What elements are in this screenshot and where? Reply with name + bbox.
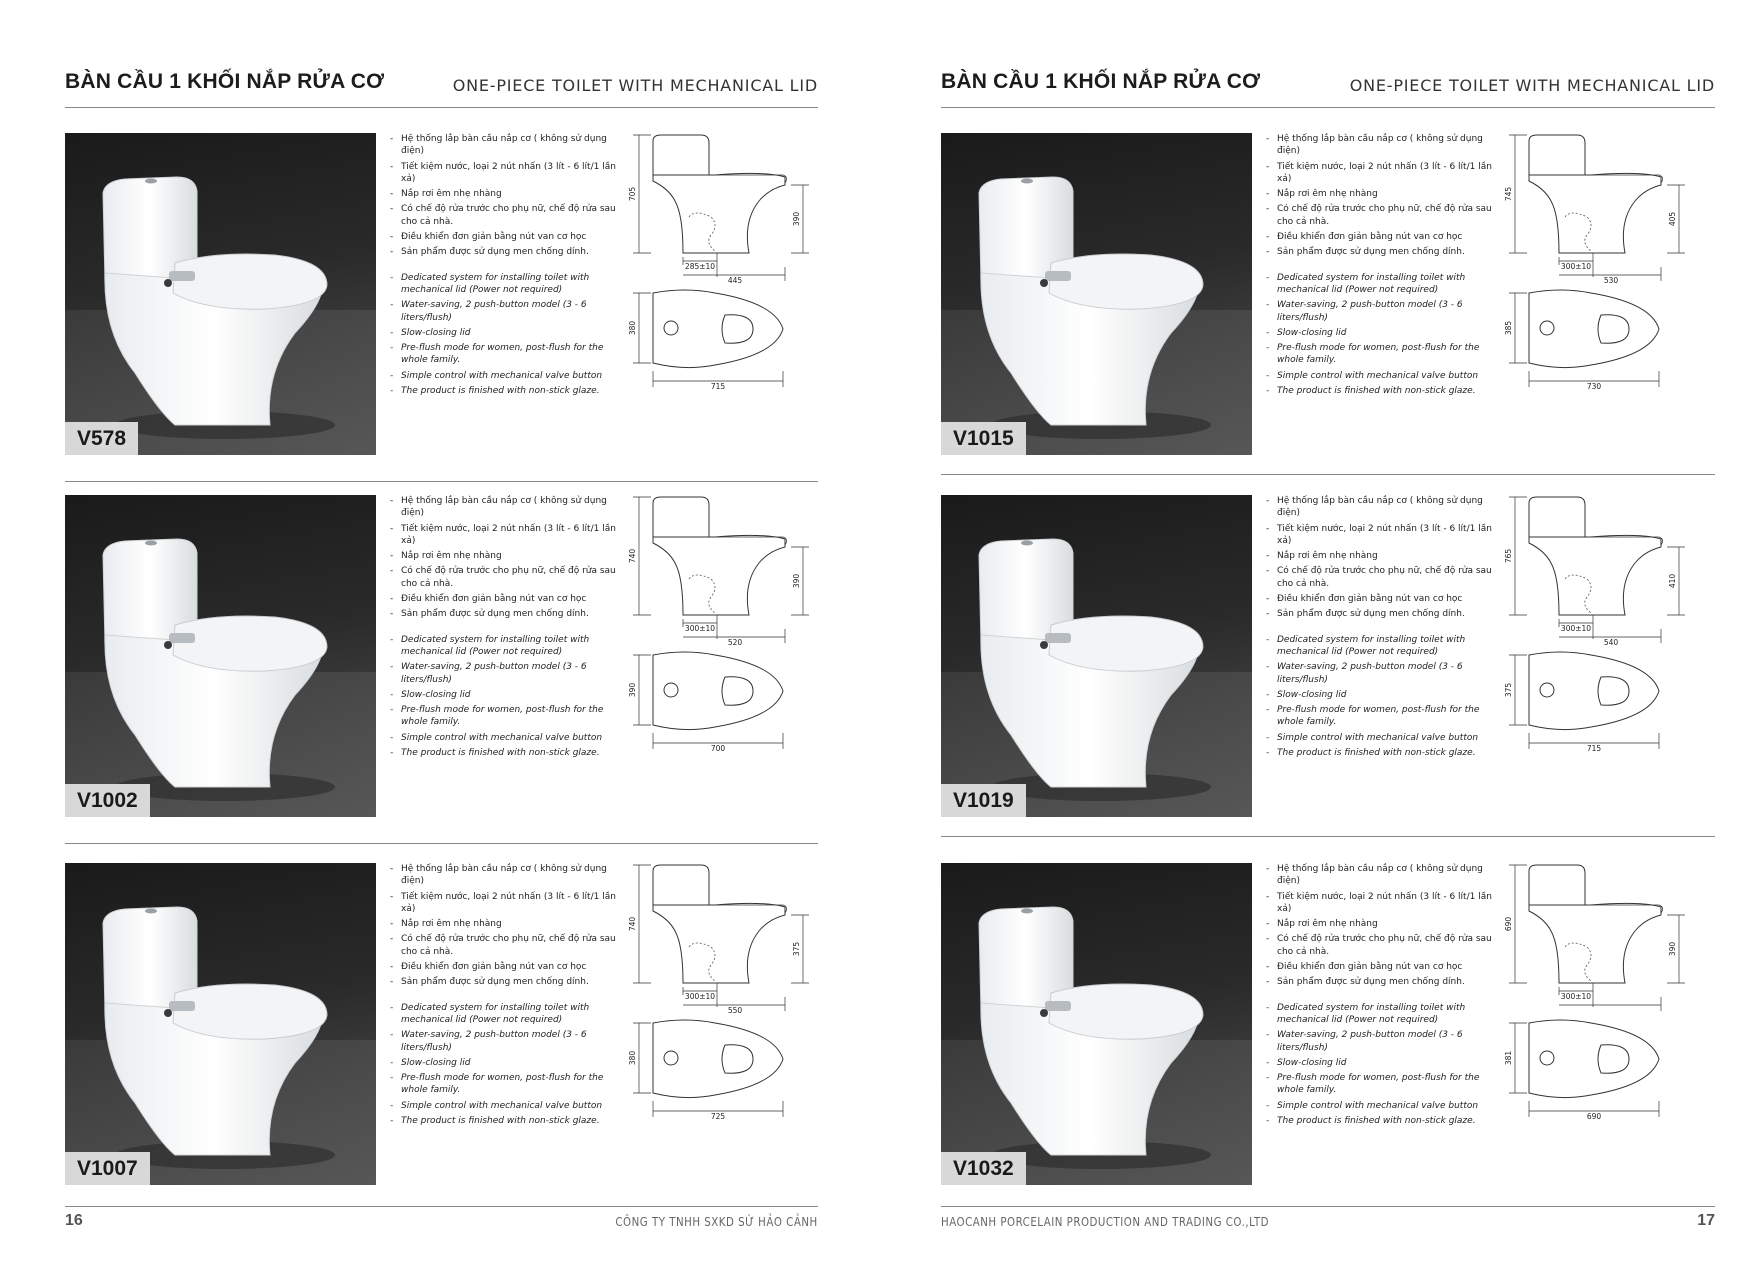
page-title-vn: BÀN CẦU 1 KHỐI NẮP RỬA CƠ — [65, 70, 385, 93]
feature-item-en: - Pre-flush mode for women, post-flush for the whole family. — [390, 1072, 618, 1097]
dimension-length: 730 — [1586, 382, 1602, 391]
feature-item-en: - Water-saving, 2 push-button model (3 - 6 liters/flush) — [390, 299, 618, 324]
feature-item-en: - Simple control with mechanical valve button — [1266, 370, 1494, 382]
company-name-en: HAOCANH PORCELAIN PRODUCTION AND TRADING CO.,LTD — [941, 1214, 1269, 1229]
page-title-en: ONE-PIECE TOILET WITH MECHANICAL LID — [452, 76, 818, 95]
dimension-width: 390 — [628, 682, 637, 698]
dimension-length: 700 — [710, 744, 726, 753]
product-features — [390, 495, 618, 762]
feature-item-vn: - Hệ thống lắp bàn cầu nắp cơ ( không sử dụng điện) — [1266, 495, 1494, 520]
catalog-page-right — [875, 0, 1750, 1268]
feature-item-vn: - Hệ thống lắp bàn cầu nắp cơ ( không sử dụng điện) — [390, 863, 618, 888]
feature-item-en: - Simple control with mechanical valve button — [1266, 1100, 1494, 1112]
product-photo — [65, 133, 376, 455]
product-photo — [941, 863, 1252, 1185]
feature-item-vn: - Tiết kiệm nước, loại 2 nút nhấn (3 lít - 6 lít/1 lần xả) — [390, 523, 618, 548]
company-name-vn: CÔNG TY TNHH SXKD SỨ HẢO CẢNH — [615, 1214, 818, 1229]
page-number: 16 — [65, 1212, 83, 1229]
features-list-vn — [390, 133, 618, 259]
features-list-en — [1266, 272, 1494, 398]
features-list-en — [390, 634, 618, 760]
dimension-depth: 445 — [727, 276, 743, 285]
product-features — [390, 133, 618, 400]
features-list-vn — [1266, 495, 1494, 621]
product-features — [390, 863, 618, 1130]
product-code-label: V1019 — [941, 784, 1026, 817]
feature-item-en: - Slow-closing lid — [390, 327, 618, 339]
feature-item-vn: - Sản phẩm được sử dụng men chống dính. — [390, 976, 618, 988]
feature-item-en: - Slow-closing lid — [390, 689, 618, 701]
dimension-rough-in: 300±10 — [1560, 992, 1592, 1001]
feature-item-vn: - Điều khiển đơn giản bằng nút van cơ học — [390, 961, 618, 973]
dimension-height: 740 — [628, 548, 637, 564]
feature-item-vn: - Có chế độ rửa trước cho phụ nữ, chế độ rửa sau cho cả nhà. — [1266, 933, 1494, 958]
technical-drawing — [1501, 861, 1691, 1131]
feature-item-vn: - Tiết kiệm nước, loại 2 nút nhấn (3 lít - 6 lít/1 lần xả) — [1266, 161, 1494, 186]
feature-item-vn: - Sản phẩm được sử dụng men chống dính. — [1266, 976, 1494, 988]
feature-item-en: - Water-saving, 2 push-button model (3 - 6 liters/flush) — [390, 1029, 618, 1054]
feature-item-vn: - Tiết kiệm nước, loại 2 nút nhấn (3 lít - 6 lít/1 lần xả) — [1266, 891, 1494, 916]
feature-item-en: - Pre-flush mode for women, post-flush for the whole family. — [1266, 704, 1494, 729]
toilet-illustration — [941, 495, 1252, 817]
features-list-en — [1266, 1002, 1494, 1128]
dimension-height: 745 — [1504, 186, 1513, 202]
technical-drawing — [1501, 493, 1691, 763]
toilet-illustration — [65, 495, 376, 817]
feature-item-en: - The product is finished with non-stick glaze. — [390, 385, 618, 397]
feature-item-vn: - Hệ thống lắp bàn cầu nắp cơ ( không sử dụng điện) — [390, 133, 618, 158]
feature-item-vn: - Tiết kiệm nước, loại 2 nút nhấn (3 lít - 6 lít/1 lần xả) — [1266, 523, 1494, 548]
dimension-seat-height: 375 — [792, 941, 801, 957]
feature-item-en: - Pre-flush mode for women, post-flush for the whole family. — [390, 342, 618, 367]
product-features — [1266, 863, 1494, 1130]
dimension-length: 715 — [1586, 744, 1602, 753]
page-number: 17 — [1697, 1212, 1715, 1229]
footer-divider — [65, 1206, 818, 1207]
feature-item-vn: - Hệ thống lắp bàn cầu nắp cơ ( không sử dụng điện) — [390, 495, 618, 520]
product-features — [1266, 495, 1494, 762]
feature-item-vn: - Nắp rơi êm nhẹ nhàng — [1266, 918, 1494, 930]
toilet-illustration — [941, 133, 1252, 455]
feature-item-en: - The product is finished with non-stick glaze. — [390, 1115, 618, 1127]
feature-item-vn: - Sản phẩm được sử dụng men chống dính. — [1266, 246, 1494, 258]
feature-item-vn: - Điều khiển đơn giản bằng nút van cơ học — [1266, 593, 1494, 605]
product-photo — [65, 863, 376, 1185]
feature-item-en: - Slow-closing lid — [1266, 689, 1494, 701]
dimension-depth: 530 — [1603, 276, 1619, 285]
feature-item-en: - The product is finished with non-stick glaze. — [1266, 385, 1494, 397]
features-list-en — [390, 1002, 618, 1128]
toilet-illustration — [65, 133, 376, 455]
feature-item-vn: - Điều khiển đơn giản bằng nút van cơ học — [1266, 231, 1494, 243]
technical-drawing — [625, 131, 815, 401]
feature-item-en: - Water-saving, 2 push-button model (3 - 6 liters/flush) — [1266, 1029, 1494, 1054]
product-code-label: V1002 — [65, 784, 150, 817]
dimension-rough-in: 300±10 — [684, 624, 716, 633]
header-divider — [941, 107, 1715, 108]
feature-item-vn: - Nắp rơi êm nhẹ nhàng — [390, 188, 618, 200]
feature-item-en: - Dedicated system for installing toilet with mechanical lid (Power not required) — [390, 1002, 618, 1027]
dimension-height: 740 — [628, 916, 637, 932]
features-list-vn — [390, 495, 618, 621]
dimension-length: 690 — [1586, 1112, 1602, 1121]
feature-item-vn: - Điều khiển đơn giản bằng nút van cơ học — [1266, 961, 1494, 973]
feature-item-en: - The product is finished with non-stick glaze. — [390, 747, 618, 759]
features-list-vn — [1266, 863, 1494, 989]
header-divider — [65, 107, 818, 108]
technical-drawing — [1501, 131, 1691, 401]
section-divider — [65, 843, 818, 844]
page-title-en: ONE-PIECE TOILET WITH MECHANICAL LID — [1349, 76, 1715, 95]
feature-item-en: - Water-saving, 2 push-button model (3 - 6 liters/flush) — [390, 661, 618, 686]
dimension-seat-height: 390 — [792, 573, 801, 589]
feature-item-vn: - Sản phẩm được sử dụng men chống dính. — [1266, 608, 1494, 620]
feature-item-en: - Slow-closing lid — [1266, 327, 1494, 339]
feature-item-vn: - Có chế độ rửa trước cho phụ nữ, chế độ rửa sau cho cả nhà. — [390, 933, 618, 958]
section-divider — [65, 481, 818, 482]
feature-item-en: - Water-saving, 2 push-button model (3 - 6 liters/flush) — [1266, 661, 1494, 686]
dimension-width: 375 — [1504, 682, 1513, 698]
feature-item-en: - Pre-flush mode for women, post-flush for the whole family. — [390, 704, 618, 729]
dimension-depth: 520 — [727, 638, 743, 647]
dimension-rough-in: 300±10 — [1560, 624, 1592, 633]
dimension-seat-height: 405 — [1668, 211, 1677, 227]
dimension-seat-height: 390 — [1668, 941, 1677, 957]
dimension-width: 381 — [1504, 1050, 1513, 1066]
dimension-rough-in: 300±10 — [1560, 262, 1592, 271]
product-photo — [65, 495, 376, 817]
features-list-vn — [1266, 133, 1494, 259]
footer-divider — [941, 1206, 1715, 1207]
dimension-seat-height: 410 — [1668, 573, 1677, 589]
feature-item-vn: - Nắp rơi êm nhẹ nhàng — [390, 918, 618, 930]
feature-item-vn: - Nắp rơi êm nhẹ nhàng — [390, 550, 618, 562]
feature-item-vn: - Sản phẩm được sử dụng men chống dính. — [390, 246, 618, 258]
product-code-label: V1007 — [65, 1152, 150, 1185]
feature-item-vn: - Có chế độ rửa trước cho phụ nữ, chế độ rửa sau cho cả nhà. — [390, 565, 618, 590]
dimension-depth: 550 — [727, 1006, 743, 1015]
dimension-height: 765 — [1504, 548, 1513, 564]
feature-item-en: - Simple control with mechanical valve button — [390, 732, 618, 744]
technical-drawing — [625, 493, 815, 763]
feature-item-vn: - Hệ thống lắp bàn cầu nắp cơ ( không sử dụng điện) — [1266, 863, 1494, 888]
feature-item-en: - Pre-flush mode for women, post-flush for the whole family. — [1266, 1072, 1494, 1097]
feature-item-en: - Slow-closing lid — [1266, 1057, 1494, 1069]
dimension-length: 725 — [710, 1112, 726, 1121]
dimension-length: 715 — [710, 382, 726, 391]
toilet-illustration — [65, 863, 376, 1185]
dimension-rough-in: 300±10 — [684, 992, 716, 1001]
product-code-label: V578 — [65, 422, 138, 455]
feature-item-vn: - Tiết kiệm nước, loại 2 nút nhấn (3 lít - 6 lít/1 lần xả) — [390, 891, 618, 916]
dimension-height: 705 — [628, 186, 637, 202]
dimension-width: 380 — [628, 1050, 637, 1066]
product-features — [1266, 133, 1494, 400]
feature-item-en: - Dedicated system for installing toilet with mechanical lid (Power not required) — [390, 272, 618, 297]
feature-item-vn: - Điều khiển đơn giản bằng nút van cơ học — [390, 231, 618, 243]
feature-item-vn: - Tiết kiệm nước, loại 2 nút nhấn (3 lít - 6 lít/1 lần xả) — [390, 161, 618, 186]
dimension-seat-height: 390 — [792, 211, 801, 227]
feature-item-en: - Simple control with mechanical valve button — [1266, 732, 1494, 744]
product-photo — [941, 133, 1252, 455]
feature-item-en: - Simple control with mechanical valve button — [390, 370, 618, 382]
feature-item-en: - Dedicated system for installing toilet with mechanical lid (Power not required) — [1266, 1002, 1494, 1027]
feature-item-en: - Slow-closing lid — [390, 1057, 618, 1069]
feature-item-en: - Dedicated system for installing toilet with mechanical lid (Power not required) — [1266, 272, 1494, 297]
feature-item-vn: - Nắp rơi êm nhẹ nhàng — [1266, 188, 1494, 200]
feature-item-vn: - Điều khiển đơn giản bằng nút van cơ học — [390, 593, 618, 605]
features-list-en — [1266, 634, 1494, 760]
feature-item-en: - Water-saving, 2 push-button model (3 - 6 liters/flush) — [1266, 299, 1494, 324]
dimension-depth: 540 — [1603, 638, 1619, 647]
feature-item-en: - Dedicated system for installing toilet with mechanical lid (Power not required) — [390, 634, 618, 659]
product-code-label: V1032 — [941, 1152, 1026, 1185]
feature-item-en: - The product is finished with non-stick glaze. — [1266, 747, 1494, 759]
dimension-width: 380 — [628, 320, 637, 336]
product-photo — [941, 495, 1252, 817]
technical-drawing — [625, 861, 815, 1131]
feature-item-vn: - Có chế độ rửa trước cho phụ nữ, chế độ rửa sau cho cả nhà. — [390, 203, 618, 228]
section-divider — [941, 836, 1715, 837]
feature-item-en: - Pre-flush mode for women, post-flush for the whole family. — [1266, 342, 1494, 367]
feature-item-en: - Dedicated system for installing toilet with mechanical lid (Power not required) — [1266, 634, 1494, 659]
product-code-label: V1015 — [941, 422, 1026, 455]
feature-item-vn: - Sản phẩm được sử dụng men chống dính. — [390, 608, 618, 620]
feature-item-en: - The product is finished with non-stick glaze. — [1266, 1115, 1494, 1127]
features-list-vn — [390, 863, 618, 989]
features-list-en — [390, 272, 618, 398]
page-title-vn: BÀN CẦU 1 KHỐI NẮP RỬA CƠ — [941, 70, 1261, 93]
dimension-rough-in: 285±10 — [684, 262, 716, 271]
feature-item-vn: - Có chế độ rửa trước cho phụ nữ, chế độ rửa sau cho cả nhà. — [1266, 565, 1494, 590]
section-divider — [941, 474, 1715, 475]
dimension-width: 385 — [1504, 320, 1513, 336]
feature-item-vn: - Có chế độ rửa trước cho phụ nữ, chế độ rửa sau cho cả nhà. — [1266, 203, 1494, 228]
feature-item-vn: - Hệ thống lắp bàn cầu nắp cơ ( không sử dụng điện) — [1266, 133, 1494, 158]
feature-item-en: - Simple control with mechanical valve button — [390, 1100, 618, 1112]
toilet-illustration — [941, 863, 1252, 1185]
dimension-height: 690 — [1504, 916, 1513, 932]
feature-item-vn: - Nắp rơi êm nhẹ nhàng — [1266, 550, 1494, 562]
